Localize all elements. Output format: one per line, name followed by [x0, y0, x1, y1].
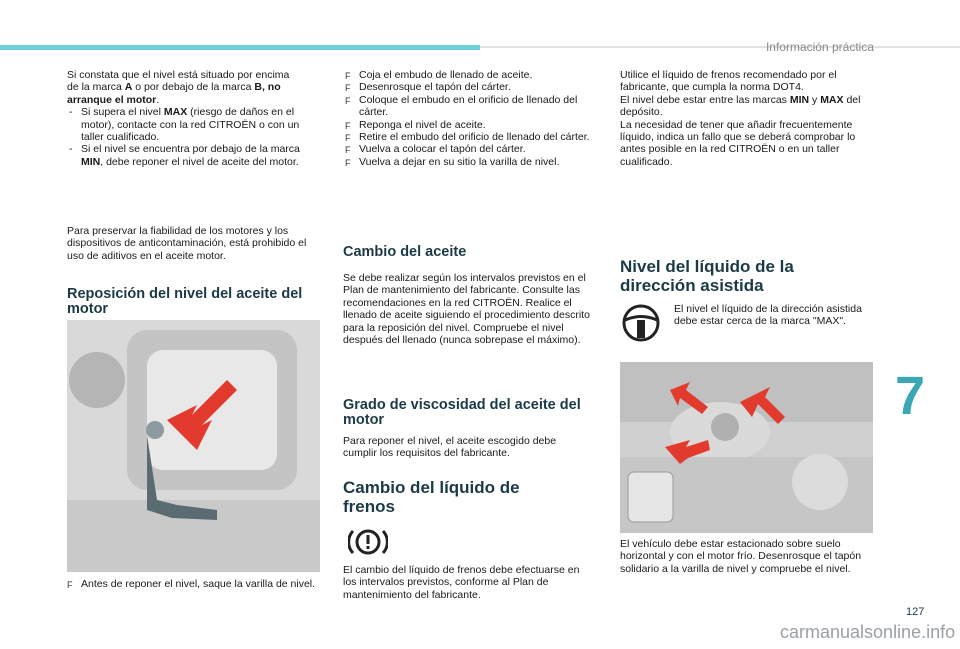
engine-oil-illustration — [67, 320, 320, 572]
brake-change-paragraph: El cambio del líquido de frenos debe efectuarse en los intervalos previstos, conforme al Plan de mantenimiento del fabricante. — [343, 564, 580, 601]
col1-intro — [67, 69, 317, 168]
step-item: F Coloque el embudo en el orificio de llenado del cárter. — [345, 94, 600, 119]
section-title-oil-level: Reposición del nivel del aceite del motor — [67, 286, 303, 317]
brake-fluid-info: Utilice el líquido de frenos recomendado por el fabricante, que cumpla la norma DOT4. El nivel debe estar entre las marcas MIN y MAX del depósito. La necesidad de tener que añadir frecuentemente líquido, indica un fallo que se deberá comprobar lo antes posible en la red CITROËN o en un taller cualificado. — [620, 69, 861, 168]
steering-intro: El nivel el líquido de la dirección asistida debe estar cerca de la marca "MAX". — [674, 303, 862, 328]
brake-warning-icon — [348, 525, 388, 559]
bullet-min: - Si el nivel se encuentra por debajo de la marca MIN, debe reponer el nivel de aceite del motor. — [67, 143, 317, 168]
step-item: F Vuelva a dejar en su sitio la varilla de nivel. — [345, 156, 600, 168]
page-header-title: Información práctica — [765, 40, 874, 54]
step-item: F Desenrosque el tapón del cárter. — [345, 81, 600, 93]
power-steering-illustration — [620, 362, 873, 533]
page-number: 127 — [906, 606, 925, 618]
oil-refill-steps — [345, 69, 600, 168]
top-accent-bar — [0, 45, 480, 50]
step-item: F Retire el embudo del orificio de llenado del cárter. — [345, 131, 600, 143]
intro-paragraph: Si constata que el nivel está situado por encima de la marca A o por debajo de la marca B, no arranque el motor. — [67, 69, 290, 106]
step-item: F Coja el embudo de llenado de aceite. — [345, 69, 600, 81]
step-remove-dipstick: F Antes de reponer el nivel, saque la varilla de nivel. — [67, 578, 317, 590]
section-title-brake-fluid: Cambio del líquido de frenos — [343, 478, 520, 516]
additives-paragraph: Para preservar la fiabilidad de los motores y los dispositivos de anticontaminación, está prohibido el uso de aditivos en el aceite motor. — [67, 225, 307, 262]
section-title-viscosity: Grado de viscosidad del aceite del motor — [343, 397, 581, 428]
bullet-max: - Si supera el nivel MAX (riesgo de daños en el motor), contacte con la red CITROËN o con un taller cualificado. — [67, 106, 317, 143]
oil-change-paragraph: Se debe realizar según los intervalos previstos en el Plan de mantenimiento del fabricante. Consulte las recomendaciones en la red CITROËN. Realice el llenado de aceite siguiendo el procedimiento descrito para la reposición del nivel. Compruebe el nivel después del llenado (nunca sobrepase el máximo). — [343, 272, 590, 347]
section-title-power-steering: Nivel del líquido de la dirección asistida — [620, 257, 794, 295]
engine-oil-photo — [67, 320, 320, 572]
steering-check-paragraph: El vehículo debe estar estacionado sobre suelo horizontal y con el motor frío. Desenrosque el tapón solidario a la varilla de nivel y compruebe el nivel. — [620, 538, 862, 575]
step-item: F Reponga el nivel de aceite. — [345, 119, 600, 131]
top-divider — [480, 46, 960, 48]
power-steering-photo — [620, 362, 873, 533]
viscosity-paragraph: Para reponer el nivel, el aceite escogido debe cumplir los requisitos del fabricante. — [343, 435, 557, 460]
watermark-text: carmanualsonline.info — [780, 622, 956, 642]
section-title-oil-change: Cambio del aceite — [343, 244, 467, 260]
step-item: F Vuelva a colocar el tapón del cárter. — [345, 143, 600, 155]
col1-bottom-step — [67, 578, 317, 590]
chapter-number: 7 — [895, 366, 926, 426]
steering-wheel-icon — [618, 303, 664, 343]
level-bullets — [67, 106, 317, 168]
